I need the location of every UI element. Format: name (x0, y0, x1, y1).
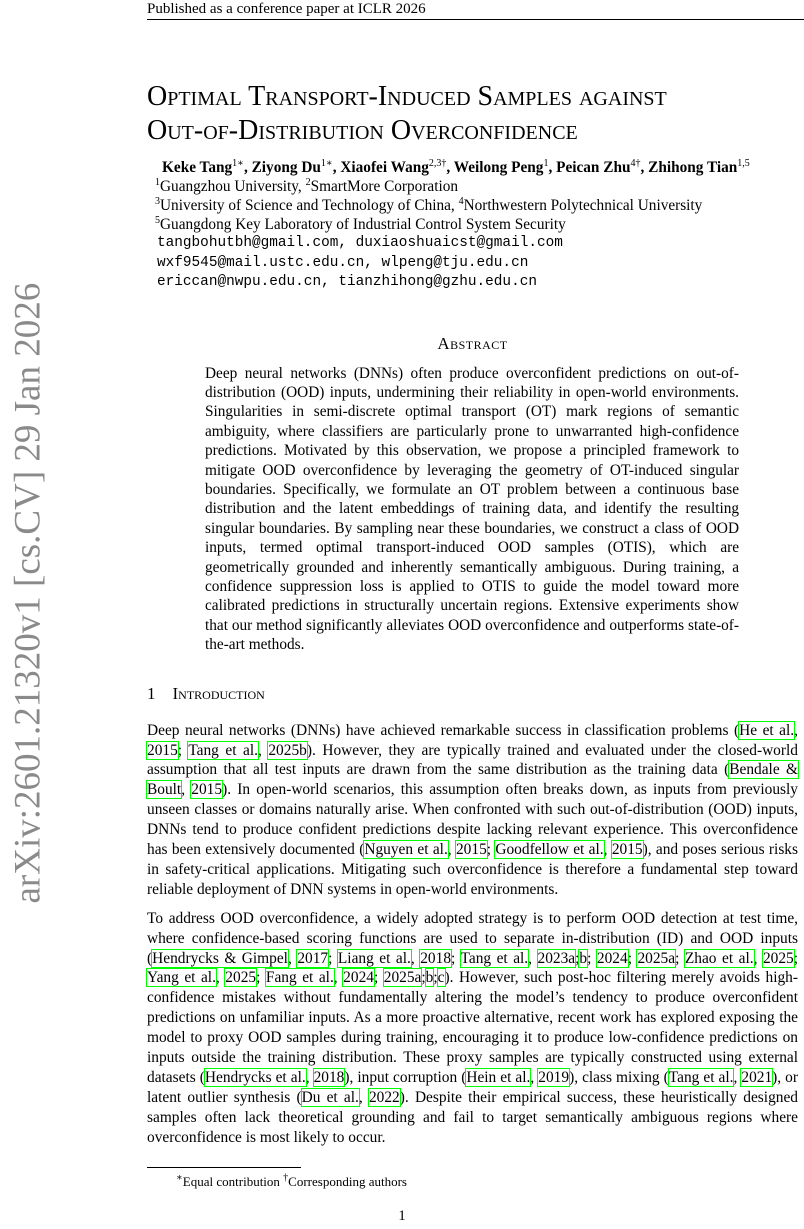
paragraph-text: ; (486, 841, 496, 859)
citation-link[interactable]: 2018 (313, 1069, 345, 1086)
citation-link[interactable]: Zhao et al. (684, 949, 754, 967)
abstract-heading: Abstract (437, 333, 508, 353)
paragraph-text: , (528, 949, 538, 967)
footnote (176, 1173, 798, 1190)
author-names: Keke Tang$^{1∗}$, Ziyong $Du^{1∗}$, Xiaofei Wang$^{2,3\dagger}$, Weilong Peng$^1$, Peican Zhu$^{4\dagger}$, Zhihong Tian$^{1,5}$ (162, 157, 750, 176)
citation-link[interactable]: Nguyen et al. (364, 841, 448, 859)
author-name: Zhihong Tian (648, 159, 738, 176)
citation-link[interactable]: 2019 (538, 1069, 570, 1086)
citation-link[interactable]: 2021 (741, 1069, 773, 1086)
paragraph-text: ). In open-world scenarios, this assumption often breaks down, as inputs from previously unseen classes or domains naturally arise. When confronted with such out-of-distribution (OOD) inputs, DNNs tend to produce confident predictions despite lacking relevant experience. This overconfidence has been extensively documented ( (147, 781, 798, 859)
affiliations (147, 177, 798, 234)
citation-link[interactable]: Bendale & Boult (147, 761, 799, 799)
affiliation-line (147, 215, 798, 234)
affiliation-name: Guangzhou University, (160, 178, 306, 195)
introduction-body (147, 721, 798, 1157)
running-header: Published as a conference paper at ICLR 2026 (147, 0, 804, 20)
citation-link[interactable]: 2024 (343, 969, 374, 987)
citation-link[interactable]: 2022 (368, 1088, 400, 1106)
citation-link[interactable]: 2015 (455, 841, 487, 859)
author-name: Ziyong Du (251, 159, 321, 176)
paragraph-text: , (257, 741, 269, 759)
footnote-rule (147, 1167, 301, 1168)
paragraph-text: ), or latent outlier synthesis ( (147, 1069, 798, 1106)
author-affiliation-mark: 1∗ (232, 157, 244, 169)
section-title: Introduction (172, 683, 265, 703)
paragraph-text: ), input corruption ( (344, 1069, 467, 1086)
citation-link[interactable]: 2024 (596, 949, 628, 967)
citation-link[interactable]: Tang et al. (668, 1069, 734, 1086)
paragraph-text: ; (328, 949, 338, 967)
paragraph-text: , (753, 949, 763, 967)
paragraph-text: ; (421, 969, 426, 987)
paragraph-text: ), and poses serious risks in safety-critical applications. Mitigating such overconfidence is therefore a fundamental step toward reliable deployment of DNN systems in open-world environments. (147, 841, 798, 898)
affiliation-name: SmartMore Corporation (310, 178, 458, 195)
title-line: Optimal Transport-Induced Samples against (147, 81, 667, 112)
title-line: Out-of-Distribution Overconfidence (147, 115, 578, 146)
abstract-text: Deep neural networks (DNNs) often produce overconfident predictions on out-of-distribution (OOD) inputs, undermining their reliability in open-world environments. Singularities in semi-discrete optimal transport (OT) mark regions of semantic ambiguity, where classifiers are particularly prone to unwarranted high-confidence predictions. Motivated by this observation, we propose a principled framework to mitigate OOD overconfidence by leveraging the geometry of OT-induced singular boundaries. Specifically, we formulate an OT problem between a continuous base distribution and the latent embeddings of training data, and identify the resulting singular boundaries. By sampling near these boundaries, we construct a class of OOD inputs, termed optimal transport-induced OOD samples (OTIS), which are geometrically grounded and inherently semantically ambiguous. During training, a confidence suppression loss is applied to OTIS to guide the model toward more calibrated predictions in structurally uncertain regions. Extensive experiments show that our method significantly alleviates OOD overconfidence and outperforms state-of-the-art methods. (205, 364, 739, 654)
paragraph-text: , (215, 969, 226, 987)
paragraph-text: ; (793, 949, 798, 967)
affiliation-line (147, 177, 798, 196)
footnote-text: Equal contribution (182, 1173, 284, 1189)
citation-link[interactable]: 2025a (637, 949, 676, 967)
paper-page (147, 0, 798, 1229)
paragraph-text: , (733, 1069, 742, 1086)
paragraph-text: ; (575, 949, 580, 967)
email-line: ericcan@nwpu.edu.cn, tianzhihong@gzhu.edu.cn (157, 274, 537, 290)
author-affiliation-mark: 4† (630, 157, 641, 169)
paragraph-text: ; (256, 969, 266, 987)
author-name: Keke Tang (162, 159, 233, 176)
footnote-text: Corresponding authors (288, 1173, 407, 1189)
paragraph-text: ; (587, 949, 597, 967)
citation-link[interactable]: c (437, 969, 445, 987)
citation-link[interactable]: 2015 (191, 781, 223, 799)
author-block (147, 158, 798, 293)
author-affiliation-mark: 2,3† (428, 157, 447, 169)
citation-link[interactable]: b (579, 949, 588, 967)
affiliation-name: University of Science and Technology of China, (160, 197, 459, 214)
paragraph-text: ; (627, 949, 638, 967)
affiliation-number: 5 (155, 214, 160, 226)
page-footer (147, 1157, 798, 1229)
paragraph-text: , (447, 841, 456, 859)
citation-link[interactable]: Yang et al. (147, 969, 216, 987)
citation-link[interactable]: 2018 (420, 949, 452, 967)
paragraph-text: , (358, 1088, 369, 1106)
paragraph-text: ). However, such post-hoc filtering merely avoids high-confidence mistakes without fundamentally altering the model’s tendency to produce overconfident predictions on unfamiliar inputs. As a more proactive alternative, recent work has explored exposing the model to proxy OOD samples during training, encouraging it to produce low-confidence predictions on inputs outside the training distribution. These proxy samples are typically constructed using external datasets ( (147, 969, 798, 1086)
paragraph (147, 909, 798, 1148)
citation-link[interactable]: Fang et al. (265, 969, 334, 987)
citation-link[interactable]: Tang et al. (188, 741, 258, 759)
paragraph-text: , (181, 781, 192, 799)
paragraph-text: ; (451, 949, 461, 967)
citation-link[interactable]: 2015 (611, 841, 643, 859)
citation-link[interactable]: Tang et al. (460, 949, 529, 967)
paragraph-text: , (333, 969, 344, 987)
page-number: 1 (398, 1207, 406, 1224)
author-affiliation-mark: 1∗ (320, 157, 333, 169)
citation-link[interactable]: Hein et al. (466, 1069, 531, 1086)
affiliation-number: 3 (155, 195, 160, 207)
paragraph-text: ; (675, 949, 685, 967)
citation-link[interactable]: Hendrycks & Gimpel (152, 949, 288, 967)
email-line: wxf9545@mail.ustc.edu.cn, wlpeng@tju.edu.cn (157, 254, 529, 271)
paragraph-text: ; (177, 741, 189, 759)
paragraph-text: , (287, 949, 298, 967)
section-heading (147, 683, 798, 705)
paragraph-text: ). However, they are typically trained and evaluated under the closed-world assumption that all test inputs are drawn from the same distribution as the training data ( (147, 741, 798, 779)
paragraph-text: , (794, 721, 798, 739)
paragraph (147, 721, 798, 900)
paragraph-text: , (530, 1069, 539, 1086)
affiliation-number: 4 (458, 195, 464, 207)
paragraph-text: ; (433, 969, 438, 987)
paragraph-text: ), class mixing ( (569, 1069, 669, 1086)
paragraph-text: , (410, 949, 421, 967)
citation-link[interactable]: 2015 (147, 741, 178, 759)
paper-title (147, 80, 798, 148)
citation-link[interactable]: Du et al. (301, 1088, 359, 1106)
arxiv-stamp: arXiv:2601.21320v1 [cs.CV] 29 Jan 2026 (7, 282, 49, 904)
footnote-mark: ∗ (176, 1172, 183, 1184)
paragraph-text: Deep neural networks (DNNs) have achieved remarkable success in classification problems ( (147, 721, 740, 739)
paragraph-text: ; (373, 969, 384, 987)
citation-link[interactable]: He et al. (739, 721, 795, 739)
paragraph-text: ). Despite their empirical success, these heuristically designed samples often lack theoretical grounding and fail to target semantically ambiguous regions where overconfidence is most likely to occur. (147, 1088, 798, 1146)
author-name: Peican Zhu (556, 159, 631, 176)
citation-link[interactable]: b (425, 969, 434, 987)
author-affiliation-mark: 1 (543, 157, 549, 169)
affiliation-name: Guangdong Key Laboratory of Industrial Control System Security (160, 216, 566, 233)
citation-link[interactable]: 2025 (762, 949, 794, 967)
affiliation-number: 1 (155, 176, 160, 188)
email-line: tangbohutbh@gmail.com, duxiaoshuaicst@gmail.com (157, 235, 563, 251)
affiliation-number: 2 (305, 176, 311, 188)
section-number: 1 (147, 683, 156, 703)
author-affiliation-mark: 1,5 (737, 157, 750, 169)
citation-link[interactable]: 2017 (297, 949, 329, 967)
paragraph-text: , (305, 1069, 314, 1086)
citation-link[interactable]: 2025 (225, 969, 257, 987)
citation-link[interactable]: 2023a (537, 949, 576, 967)
author-name: Weilong Peng (453, 159, 544, 176)
affiliation-name: Northwestern Polytechnical University (463, 197, 703, 214)
citation-link[interactable]: 2025a (383, 969, 422, 987)
citation-link[interactable]: Goodfellow et al. (495, 841, 604, 859)
citation-link[interactable]: 2025b (268, 741, 307, 759)
paragraph-text: To address OOD overconfidence, a widely adopted strategy is to perform OOD detection at test time, where confidence-based scoring functions are used to separate in-distribution (ID) and OOD inputs ( (147, 909, 798, 967)
citation-link[interactable]: Hendrycks et al. (204, 1069, 306, 1086)
citation-link[interactable]: Liang et al. (337, 949, 411, 967)
author-name: Xiaofei Wang (340, 159, 429, 176)
paragraph-text: , (603, 841, 612, 859)
footnote-mark: † (283, 1172, 289, 1184)
affiliation-line (147, 196, 798, 215)
